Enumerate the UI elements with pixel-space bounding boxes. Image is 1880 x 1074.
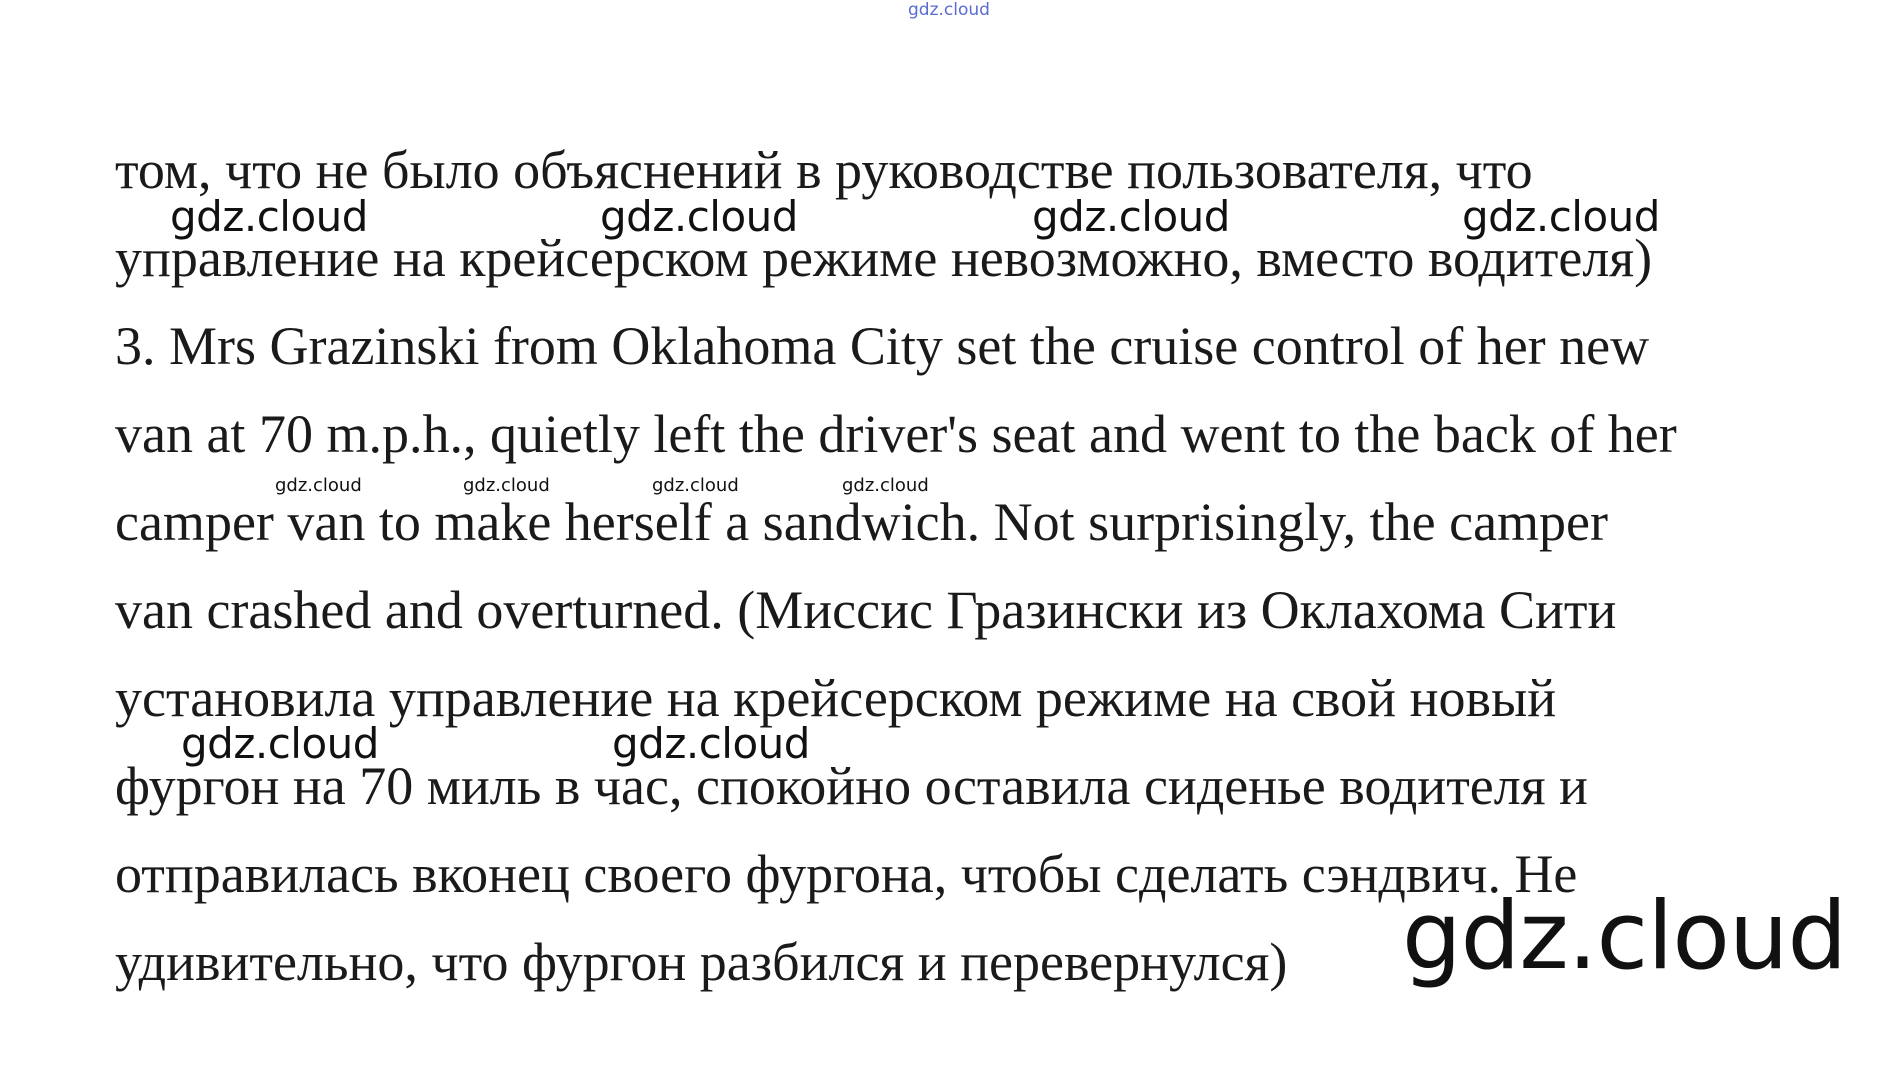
watermark: gdz.cloud <box>1462 192 1660 241</box>
text-line-4: van at 70 m.p.h., quietly left the driver's seat and went to the back of her <box>115 404 1677 464</box>
watermark: gdz.cloud <box>612 719 810 768</box>
watermark: gdz.cloud <box>170 192 368 241</box>
watermark-large: gdz.cloud <box>1402 882 1847 991</box>
watermark: gdz.cloud <box>275 475 362 496</box>
text-line-5: camper van to make herself a sandwich. Not surprisingly, the camper <box>115 492 1608 552</box>
text-line-1: том, что не было объяснений в руководстве пользователя, что <box>115 140 1533 200</box>
text-line-3: 3. Mrs Grazinski from Oklahoma City set the cruise control of her new <box>115 316 1650 376</box>
text-line-9: отправилась вконец своего фургона, чтобы сделать сэндвич. Не <box>115 844 1578 904</box>
text-line-7: установила управление на крейсерском режиме на свой новый <box>115 668 1557 728</box>
text-line-2: управление на крейсерском режиме невозможно, вместо водителя) <box>115 228 1653 288</box>
watermark: gdz.cloud <box>842 475 929 496</box>
text-line-8: фургон на 70 миль в час, спокойно оставила сиденье водителя и <box>115 756 1588 816</box>
watermark: gdz.cloud <box>463 475 550 496</box>
watermark: gdz.cloud <box>1032 192 1230 241</box>
watermark: gdz.cloud <box>652 475 739 496</box>
watermark-top: gdz.cloud <box>908 0 990 20</box>
watermark: gdz.cloud <box>181 719 379 768</box>
text-line-6: van crashed and overturned. (Миссис Гразински из Оклахома Сити <box>115 580 1617 640</box>
text-line-10: удивительно, что фургон разбился и перевернулся) <box>115 932 1288 992</box>
watermark: gdz.cloud <box>600 192 798 241</box>
